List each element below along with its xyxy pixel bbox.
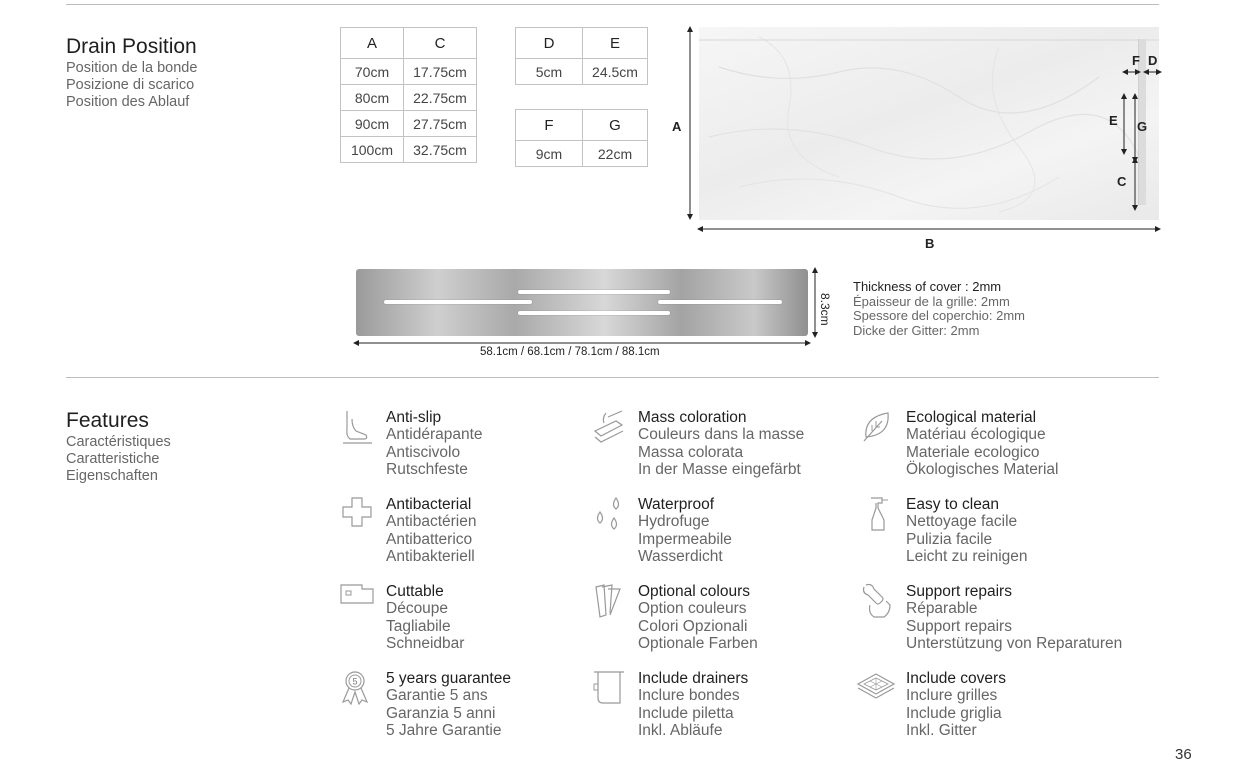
feature-de: Rutschfeste	[386, 460, 468, 478]
drainer-icon	[592, 670, 626, 706]
dim-label-c: C	[1117, 174, 1127, 189]
color-swatch-icon	[592, 583, 626, 619]
drain-position-subtitles	[66, 60, 197, 111]
cell: 22cm	[583, 141, 648, 167]
cell: 100cm	[341, 137, 404, 163]
feature-de: Inkl. Abläufe	[638, 721, 723, 739]
grille-cover-image	[356, 269, 808, 336]
features-title: Features	[66, 409, 149, 432]
header-f: F	[516, 110, 583, 141]
feature-fr: Option couleurs	[638, 600, 747, 618]
table-f-g	[515, 109, 648, 167]
top-divider	[66, 4, 1159, 5]
cell: 70cm	[341, 59, 404, 85]
feature-fr: Réparable	[906, 600, 978, 618]
subtitle-de: Position des Ablauf	[66, 94, 190, 110]
leaf-icon	[860, 409, 894, 445]
cross-icon	[340, 496, 374, 532]
cell: 32.75cm	[404, 137, 477, 163]
tray-texture	[699, 27, 1159, 220]
feature-fr: Inclure bondes	[638, 687, 740, 705]
feature-title: Cuttable	[386, 583, 444, 600]
feature-it: Impermeabile	[638, 530, 732, 548]
feature-fr: Découpe	[386, 600, 449, 618]
feature-it: Massa colorata	[638, 443, 744, 461]
thickness-de: Dicke der Gitter: 2mm	[853, 322, 980, 338]
feature-de: Unterstützung von Reparaturen	[906, 634, 1123, 652]
medal-5-icon	[340, 670, 374, 706]
cut-tray-icon	[340, 583, 374, 619]
subtitle-it: Posizione di scarico	[66, 77, 195, 93]
feature-de: In der Masse eingefärbt	[638, 460, 801, 478]
feature-it: Include piletta	[638, 704, 734, 722]
feature-title: Easy to clean	[906, 496, 1000, 513]
foot-icon	[340, 409, 374, 445]
grille-width-label: 58.1cm / 68.1cm / 78.1cm / 88.1cm	[480, 346, 660, 358]
dim-label-e: E	[1109, 113, 1118, 128]
feature-title: Waterproof	[638, 496, 715, 513]
cell: 24.5cm	[583, 59, 648, 85]
cell: 27.75cm	[404, 111, 477, 137]
feature-it: Garanzia 5 anni	[386, 704, 496, 722]
feature-it: Support repairs	[906, 617, 1012, 635]
subtitle-fr: Position de la bonde	[66, 60, 198, 76]
feature-fr: Antibactérien	[386, 513, 477, 531]
header-a: A	[341, 28, 404, 59]
spray-bottle-icon	[860, 496, 894, 532]
header-e: E	[583, 28, 648, 59]
feature-it: Materiale ecologico	[906, 443, 1040, 461]
shower-tray-image	[699, 27, 1159, 220]
dim-label-b: B	[925, 236, 935, 251]
table-d-e	[515, 27, 648, 85]
thickness-en: Thickness of cover : 2mm	[853, 279, 1002, 294]
subtitle-fr: Caractéristiques	[66, 434, 171, 450]
feature-de: Wasserdicht	[638, 547, 723, 565]
feature-title: Support repairs	[906, 583, 1012, 600]
feature-it: Tagliabile	[386, 617, 451, 635]
cell: 22.75cm	[404, 85, 477, 111]
thickness-it: Spessore del coperchio: 2mm	[853, 308, 1025, 323]
dim-label-g: G	[1137, 119, 1148, 134]
feature-title: Antibacterial	[386, 496, 472, 513]
feature-fr: Nettoyage facile	[906, 513, 1018, 531]
subtitle-it: Caratteristiche	[66, 451, 160, 467]
cell: 5cm	[516, 59, 583, 85]
feature-it: Antiscivolo	[386, 443, 461, 461]
page-number: 36	[1175, 746, 1192, 763]
feature-fr: Couleurs dans la masse	[638, 426, 805, 444]
dim-label-d: D	[1148, 53, 1158, 68]
cover-thickness-text	[853, 280, 1025, 338]
repair-hand-icon	[860, 583, 894, 619]
feature-title: Include drainers	[638, 670, 749, 687]
dim-label-f: F	[1132, 53, 1140, 68]
grille-height-label: 8.3cm	[818, 293, 832, 326]
feature-title: Include covers	[906, 670, 1006, 687]
table-a-c	[340, 27, 477, 163]
feature-title: Anti-slip	[386, 409, 442, 426]
feature-de: Optionale Farben	[638, 634, 758, 652]
cell: 9cm	[516, 141, 583, 167]
feature-fr: Matériau écologique	[906, 426, 1046, 444]
cell: 80cm	[341, 85, 404, 111]
grille-slot	[658, 300, 782, 304]
grille-slot	[518, 311, 670, 315]
drain-position-title: Drain Position	[66, 35, 197, 58]
feature-de: Antibakteriell	[386, 547, 475, 565]
cover-grid-icon	[856, 670, 896, 706]
feature-fr: Garantie 5 ans	[386, 687, 488, 705]
feature-title: Mass coloration	[638, 409, 747, 426]
feature-fr: Antidérapante	[386, 426, 483, 444]
features-subtitles	[66, 434, 171, 485]
grille-slot	[518, 290, 670, 294]
feature-it: Include griglia	[906, 704, 1002, 722]
cell: 17.75cm	[404, 59, 477, 85]
feature-it: Colori Opzionali	[638, 617, 748, 635]
subtitle-de: Eigenschaften	[66, 468, 158, 484]
grille-slot	[384, 300, 532, 304]
feature-de: 5 Jahre Garantie	[386, 721, 502, 739]
feature-de: Inkl. Gitter	[906, 721, 977, 739]
droplets-icon	[592, 496, 626, 532]
feature-it: Antibatterico	[386, 530, 473, 548]
header-c: C	[404, 28, 477, 59]
header-g: G	[583, 110, 648, 141]
feature-title: Ecological material	[906, 409, 1037, 426]
feature-fr: Hydrofuge	[638, 513, 710, 531]
layers-icon	[592, 409, 626, 445]
feature-de: Schneidbar	[386, 634, 465, 652]
feature-title: 5 years guarantee	[386, 670, 511, 687]
header-d: D	[516, 28, 583, 59]
medal-number: 5	[352, 676, 358, 687]
thickness-fr: Épaisseur de la grille: 2mm	[853, 293, 1010, 309]
feature-fr: Inclure grilles	[906, 687, 998, 705]
section-divider	[66, 377, 1159, 378]
feature-de: Ökologisches Material	[906, 460, 1059, 478]
feature-it: Pulizia facile	[906, 530, 993, 548]
dim-label-a: A	[672, 119, 682, 134]
feature-title: Optional colours	[638, 583, 751, 600]
cell: 90cm	[341, 111, 404, 137]
feature-de: Leicht zu reinigen	[906, 547, 1028, 565]
